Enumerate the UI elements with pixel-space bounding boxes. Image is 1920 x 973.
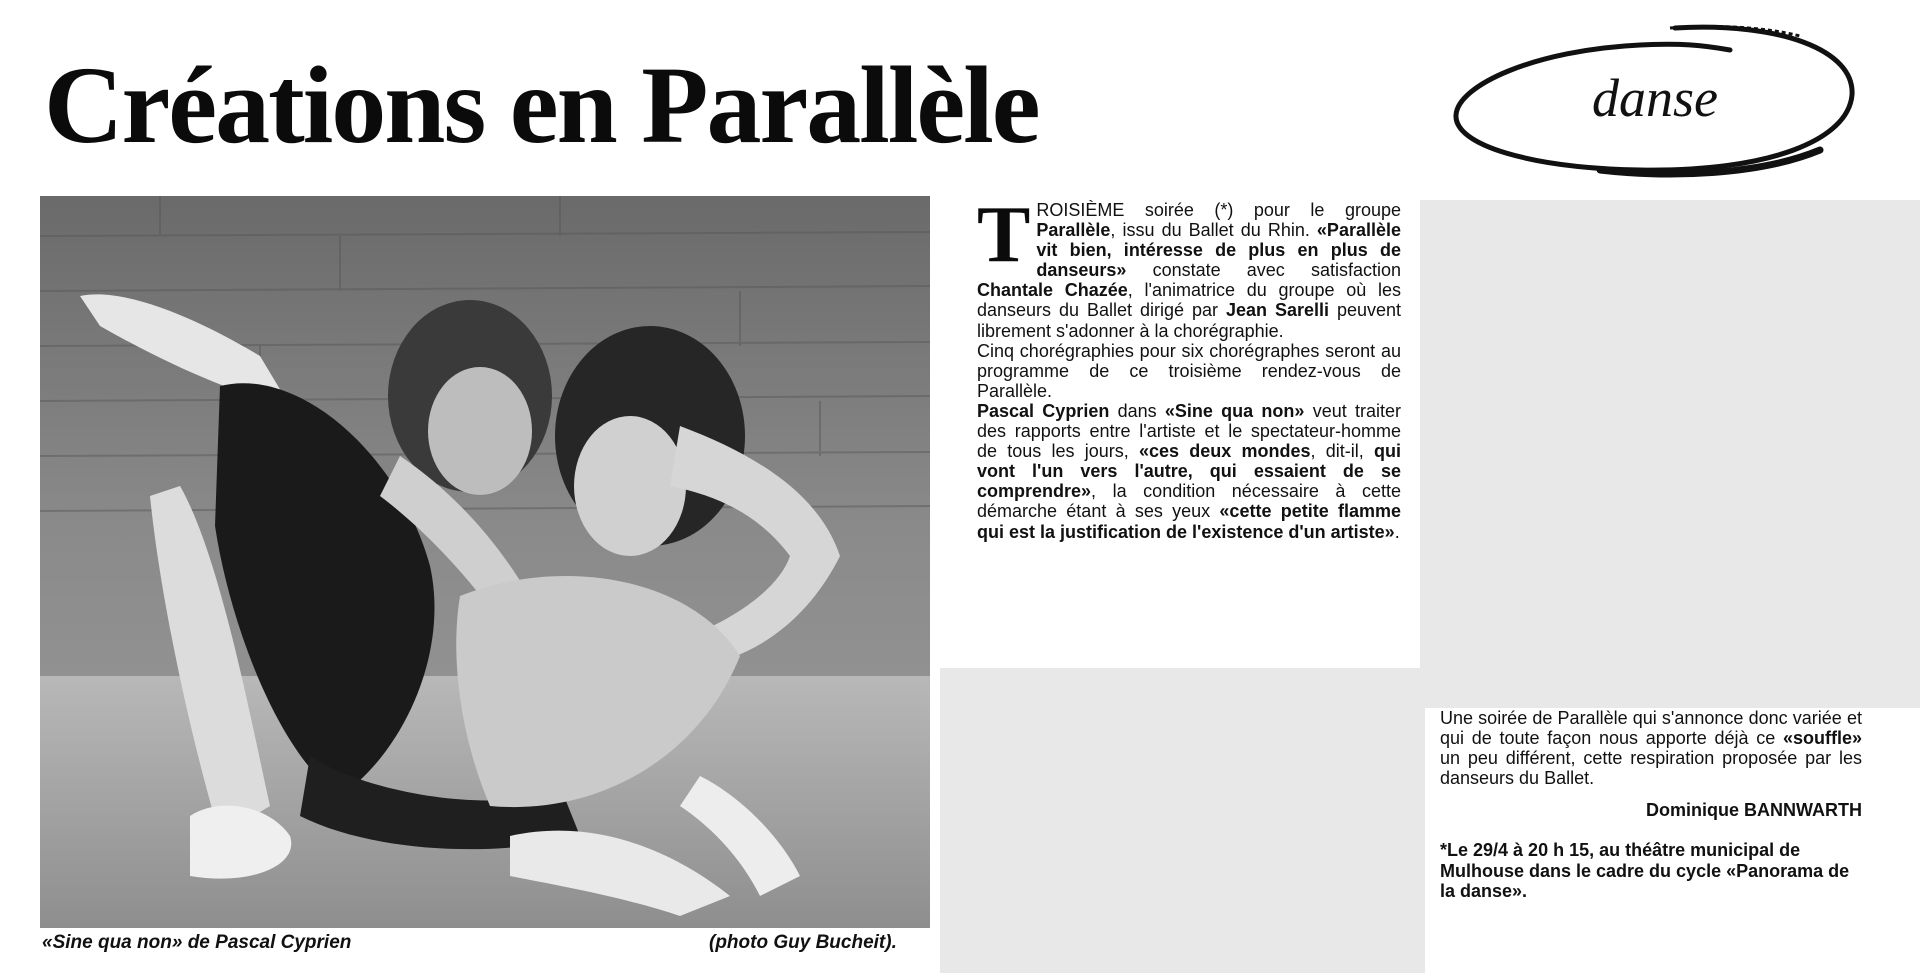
p1-run-4: constate avec satisfaction — [1126, 260, 1401, 281]
rubric-label: danse — [1592, 67, 1718, 128]
background-panel-bottom — [940, 668, 1425, 973]
paragraph-program — [977, 341, 1401, 401]
paragraph-conclusion — [1440, 708, 1862, 788]
dancers-image — [40, 196, 930, 928]
rubric-badge — [1440, 10, 1870, 185]
event-note: *Le 29/4 à 20 h 15, au théâtre municipal de Mulhouse dans le cadre du cycle «Panorama de la danse». — [1440, 840, 1850, 901]
p1-run-2: , issu du Ballet du Rhin. — [1110, 220, 1317, 241]
p4-run-0: Une soirée de Parallèle qui s'annonce donc variée et qui de toute façon nous apporte déjà ce — [1440, 708, 1862, 749]
dance-photo — [40, 196, 930, 928]
p1-run-7: Jean Sarelli — [1225, 300, 1329, 321]
p3-run-3: veut traiter des rapports entre l'artiste et le spectateur-homme de tous les jours, — [977, 400, 1401, 462]
p1-run-6: , l'animatrice du groupe où les danseurs du Ballet dirigé par — [977, 280, 1401, 321]
p4-run-2: un peu différent, cette respiration proposée par les danseurs du Ballet. — [1440, 748, 1862, 789]
paragraph-sine-qua-non — [977, 401, 1401, 542]
p4-run-1: «souffle» — [1782, 728, 1862, 749]
p1-run-8: peuvent librement s'adonner à la chorégraphie. — [977, 300, 1401, 341]
drop-cap: T — [977, 191, 1031, 279]
background-panel-right — [1420, 200, 1920, 708]
p3-run-8: «cette petite flamme qui est la justification de l'existence d'un artiste» — [977, 501, 1402, 542]
p3-run-2: «Sine qua non» — [1164, 400, 1305, 421]
article-column-1 — [977, 191, 1407, 548]
photo-credit: (photo Guy Bucheit). — [709, 932, 897, 953]
headline: Créations en Parallèle — [44, 44, 1039, 166]
p3-run-6: qui vont l'un vers l'autre, qui essaient de se comprendre» — [977, 441, 1401, 502]
p3-run-0: Pascal Cyprien — [977, 400, 1110, 421]
p3-run-1: dans — [1109, 400, 1165, 421]
article-column-2 — [1440, 708, 1862, 901]
paragraph-intro — [977, 191, 1401, 341]
p3-run-4: «ces deux mondes — [1139, 441, 1311, 462]
p3-run-9: . — [1394, 521, 1400, 542]
p1-run-5: Chantale Chazée — [977, 280, 1128, 301]
photo-caption: «Sine qua non» de Pascal Cyprien — [42, 932, 352, 953]
author-byline: Dominique BANNWARTH — [1646, 800, 1862, 821]
p1-run-3: «Parallèle vit bien, intéresse de plus en plus de danseurs» — [1036, 220, 1401, 281]
p1-run-1: Parallèle — [1036, 220, 1111, 241]
p2-run-0: Cinq chorégraphies pour six chorégraphes seront au programme de ce troisième rendez-vous de Parallèle. — [977, 340, 1401, 401]
p3-run-7: , la condition nécessaire à cette démarche étant à ses yeux — [977, 481, 1401, 522]
p3-run-5: , dit-il, — [1310, 441, 1374, 462]
p1-run-0: ROISIÈME soirée (*) pour le groupe — [1036, 200, 1401, 220]
